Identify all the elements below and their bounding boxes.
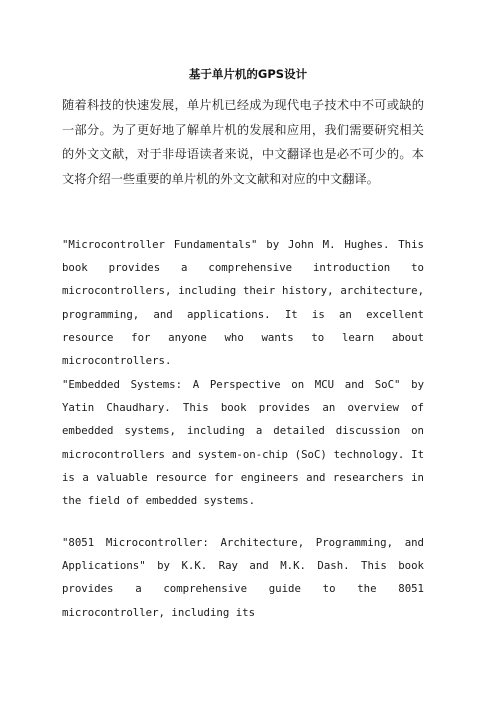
document-title: 基于单片机的GPS设计 <box>188 67 308 81</box>
intro-paragraph: 随着科技的快速发展，单片机已经成为现代电子技术中不可或缺的一部分。为了更好地了解单片机的发展和应用，我们需要研究相关的外文文献，对于非母语读者来说，中文翻译也是必不可少的。本文将介绍一些重要的单片机的外文文献和对应的中文翻译。 <box>62 98 424 186</box>
reference-paragraph-2: "Embedded Systems: A Perspective on MCU and SoC" by Yatin Chaudhary. This book provides an overview of embedded systems, including a detailed discussion on microcontrollers and system-on-chip (SoC) technology. It is a valuable resource for engineers and researchers in the field of embedded systems. <box>62 378 424 508</box>
reference-paragraph-1: "Microcontroller Fundamentals" by John M. Hughes. This book provides a comprehensive introduction to microcontrollers, including their history, architecture, programming, and applications. It is an excellent resource for anyone who wants to learn about microcontrollers. <box>62 238 424 368</box>
reference-paragraph-3: "8051 Microcontroller: Architecture, Programming, and Applications" by K.K. Ray and M.K. Dash. This book provides a comprehensive guide to the 8051 microcontroller, including its <box>62 536 424 619</box>
